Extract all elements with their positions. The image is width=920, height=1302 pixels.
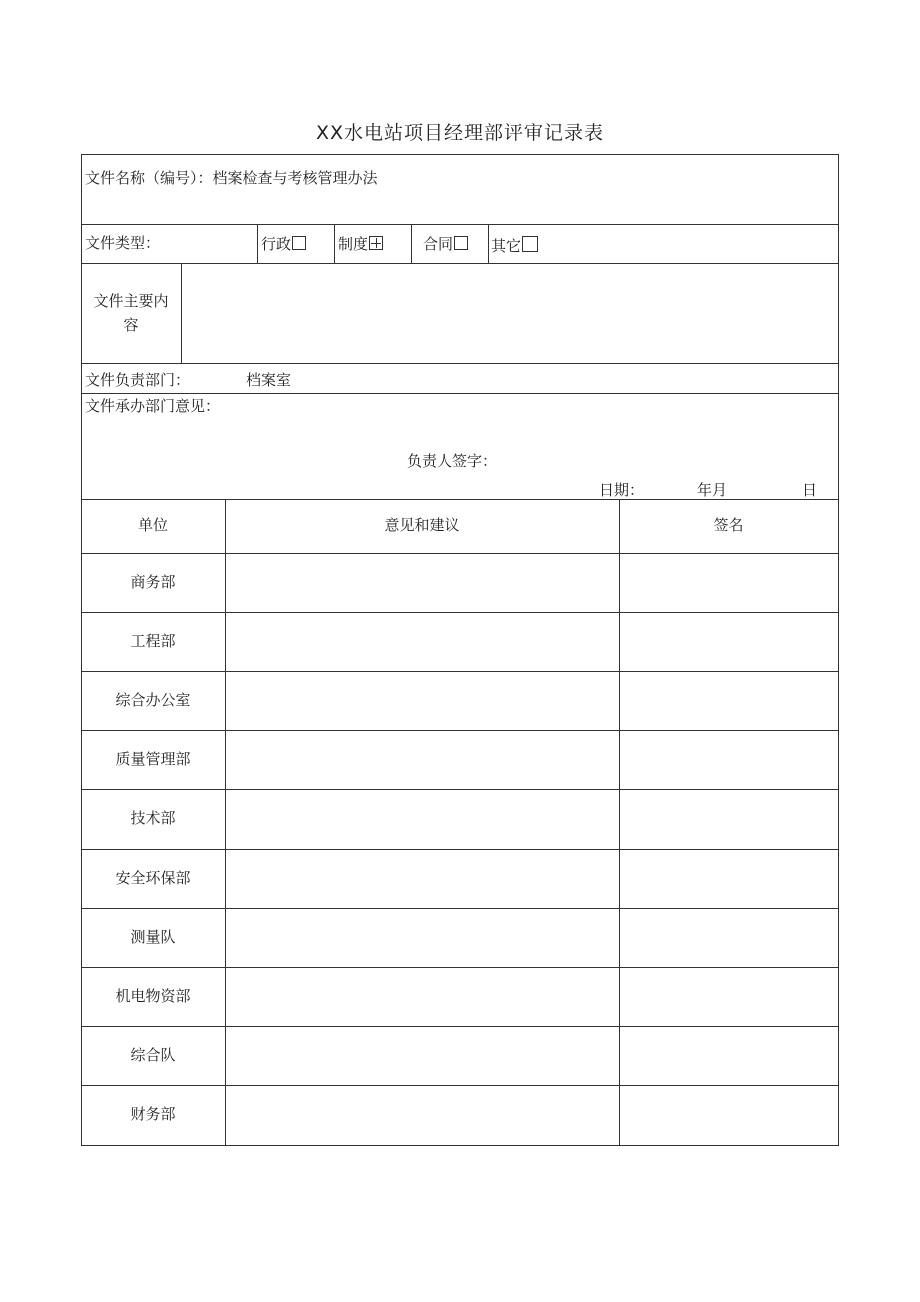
rule xyxy=(838,154,839,1146)
rule xyxy=(81,730,839,731)
rule xyxy=(81,1085,839,1086)
table-row-unit: 综合队 xyxy=(130,1046,176,1064)
table-row-unit: 工程部 xyxy=(130,632,176,650)
review-form xyxy=(81,154,839,1146)
rule xyxy=(81,1145,839,1146)
header-suggestion: 意见和建议 xyxy=(384,516,460,534)
table-row-unit: 商务部 xyxy=(130,573,176,591)
rule xyxy=(81,224,839,225)
signature-label: 负责人签字： xyxy=(407,452,498,470)
date-day-label: 日 xyxy=(802,481,818,499)
rule xyxy=(81,908,839,909)
date-label: 日期： xyxy=(599,481,645,499)
file-type-option-other[interactable]: 其它 xyxy=(491,236,538,254)
rule xyxy=(81,553,839,554)
main-content-label: 文件主要内 容 xyxy=(93,292,169,334)
checkbox-unchecked-icon[interactable] xyxy=(522,236,538,252)
table-row-unit: 财务部 xyxy=(130,1105,176,1123)
rule xyxy=(81,849,839,850)
header-sign: 签名 xyxy=(713,516,744,534)
document-title: XX水电站项目经理部评审记录表 xyxy=(315,122,605,144)
table-row-unit: 测量队 xyxy=(130,928,176,946)
rule xyxy=(81,393,839,394)
table-row-unit: 安全环保部 xyxy=(115,869,191,887)
dept-label: 文件负责部门： xyxy=(85,371,191,389)
file-type-option-regulation[interactable]: 制度 xyxy=(338,236,383,252)
checkbox-unchecked-icon[interactable] xyxy=(454,236,468,250)
rule xyxy=(81,671,839,672)
rule xyxy=(619,499,620,1146)
rule xyxy=(334,224,335,263)
file-name-value: 档案检查与考核管理办法 xyxy=(212,169,378,187)
rule xyxy=(81,263,839,264)
table-row-unit: 技术部 xyxy=(130,809,176,827)
file-name-row xyxy=(85,171,378,186)
file-name-label: 文件名称（编号）： xyxy=(85,169,213,187)
checkbox-checked-icon[interactable] xyxy=(369,236,383,250)
rule xyxy=(411,224,412,263)
date-month-label: 年月 xyxy=(697,481,728,499)
table-row-unit: 综合办公室 xyxy=(115,691,191,709)
rule xyxy=(81,789,839,790)
table-row-unit: 机电物资部 xyxy=(115,987,191,1005)
rule xyxy=(81,499,839,500)
file-type-label: 文件类型： xyxy=(85,234,161,252)
rule xyxy=(81,1026,839,1027)
dept-value: 档案室 xyxy=(246,371,292,389)
rule xyxy=(81,967,839,968)
file-type-option-admin[interactable]: 行政 xyxy=(261,236,306,252)
file-type-option-contract[interactable]: 合同 xyxy=(423,236,468,252)
rule xyxy=(181,263,182,363)
opinion-label: 文件承办部门意见： xyxy=(85,397,221,415)
checkbox-unchecked-icon[interactable] xyxy=(292,236,306,250)
rule xyxy=(225,499,226,1146)
rule xyxy=(81,154,839,155)
table-row-unit: 质量管理部 xyxy=(115,750,191,768)
rule xyxy=(257,224,258,263)
header-unit: 单位 xyxy=(137,516,168,534)
rule xyxy=(81,363,839,364)
rule xyxy=(81,612,839,613)
rule xyxy=(488,224,489,263)
